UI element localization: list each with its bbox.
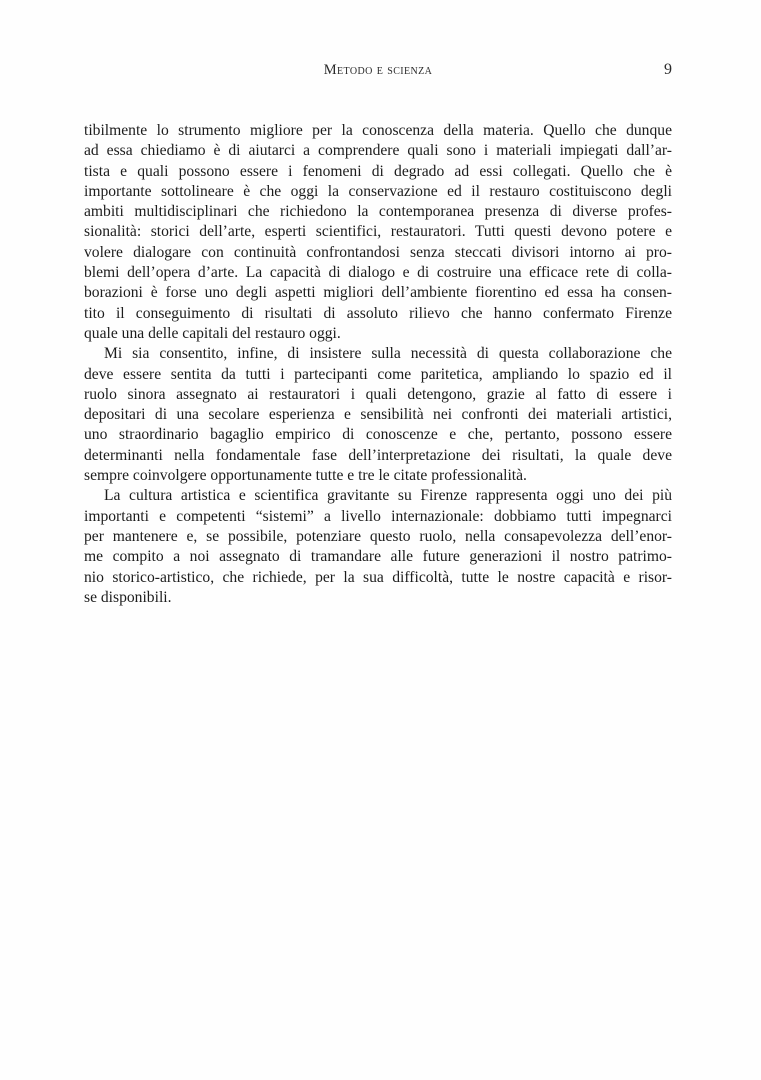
text-line: uno straordinario bagaglio empirico di conoscenze e che, pertanto, possono essere [84, 426, 672, 444]
text-line: importante sottolineare è che oggi la conservazione ed il restauro costituiscono degli [84, 182, 672, 200]
running-head [84, 62, 672, 84]
text-line: La cultura artistica e scientifica gravitante su Firenze rappresenta oggi uno dei più [104, 487, 672, 505]
text-line: ad essa chiediamo è di aiutarci a comprendere quali sono i materiali impiegati dall’ar- [84, 142, 672, 160]
text-line: per mantenere e, se possibile, potenziare questo ruolo, nella consapevolezza dell’enor- [84, 527, 672, 545]
text-line: deve essere sentita da tutti i partecipanti come paritetica, ampliando lo spazio ed il [84, 365, 672, 383]
text-line: me compito a noi assegnato di tramandare alle future generazioni il nostro patrimo- [84, 548, 672, 566]
text-line: tista e quali possono essere i fenomeni di degrado ad essi collegati. Quello che è [84, 162, 672, 180]
paragraph-2 [84, 344, 672, 486]
text-line: volere dialogare con continuità confrontandosi senza steccati divisori intorno ai pro- [84, 243, 672, 261]
text-line: blemi dell’opera d’arte. La capacità di dialogo e di costruire una efficace rete di colla- [84, 264, 672, 282]
running-title: Metodo e scienza [323, 62, 433, 78]
text-line: tibilmente lo strumento migliore per la conoscenza della materia. Quello che dunque [84, 122, 672, 139]
text-line: sionalità: storici dell’arte, esperti scientifici, restauratori. Tutti questi devono potere e [84, 223, 672, 241]
page-number: 9 [664, 61, 672, 78]
text-line: tito il conseguimento di risultati di assoluto rilievo che hanno confermato Firenze [84, 304, 672, 322]
text-line: borazioni è forse uno degli aspetti migliori dell’ambiente fiorentino ed essa ha consen- [84, 284, 672, 302]
text-line: ambiti multidisciplinari che richiedono la contemporanea presenza di diverse profes- [84, 203, 672, 221]
text-line: Mi sia consentito, infine, di insistere sulla necessità di questa collaborazione che [104, 345, 672, 363]
text-line: depositari di una secolare esperienza e sensibilità nei confronti dei materiali artistici, [84, 406, 672, 424]
paragraph-3 [84, 486, 672, 608]
paragraph-1 [84, 121, 672, 344]
body-text [84, 121, 672, 608]
text-line: ruolo sinora assegnato ai restauratori i quali detengono, grazie al fatto di essere i [84, 385, 672, 403]
text-line: sempre coinvolgere opportunamente tutte e tre le citate professionalità. [84, 467, 527, 485]
text-line: nio storico-artistico, che richiede, per la sua difficoltà, tutte le nostre capacità e risor- [84, 568, 672, 586]
text-line: quale una delle capitali del restauro oggi. [84, 324, 341, 342]
text-line: determinanti nella fondamentale fase dell’interpretazione dei risultati, la quale deve [84, 446, 672, 464]
text-line: se disponibili. [84, 588, 172, 606]
text-line: importanti e competenti “sistemi” a livello internazionale: dobbiamo tutti impegnarci [84, 507, 672, 525]
